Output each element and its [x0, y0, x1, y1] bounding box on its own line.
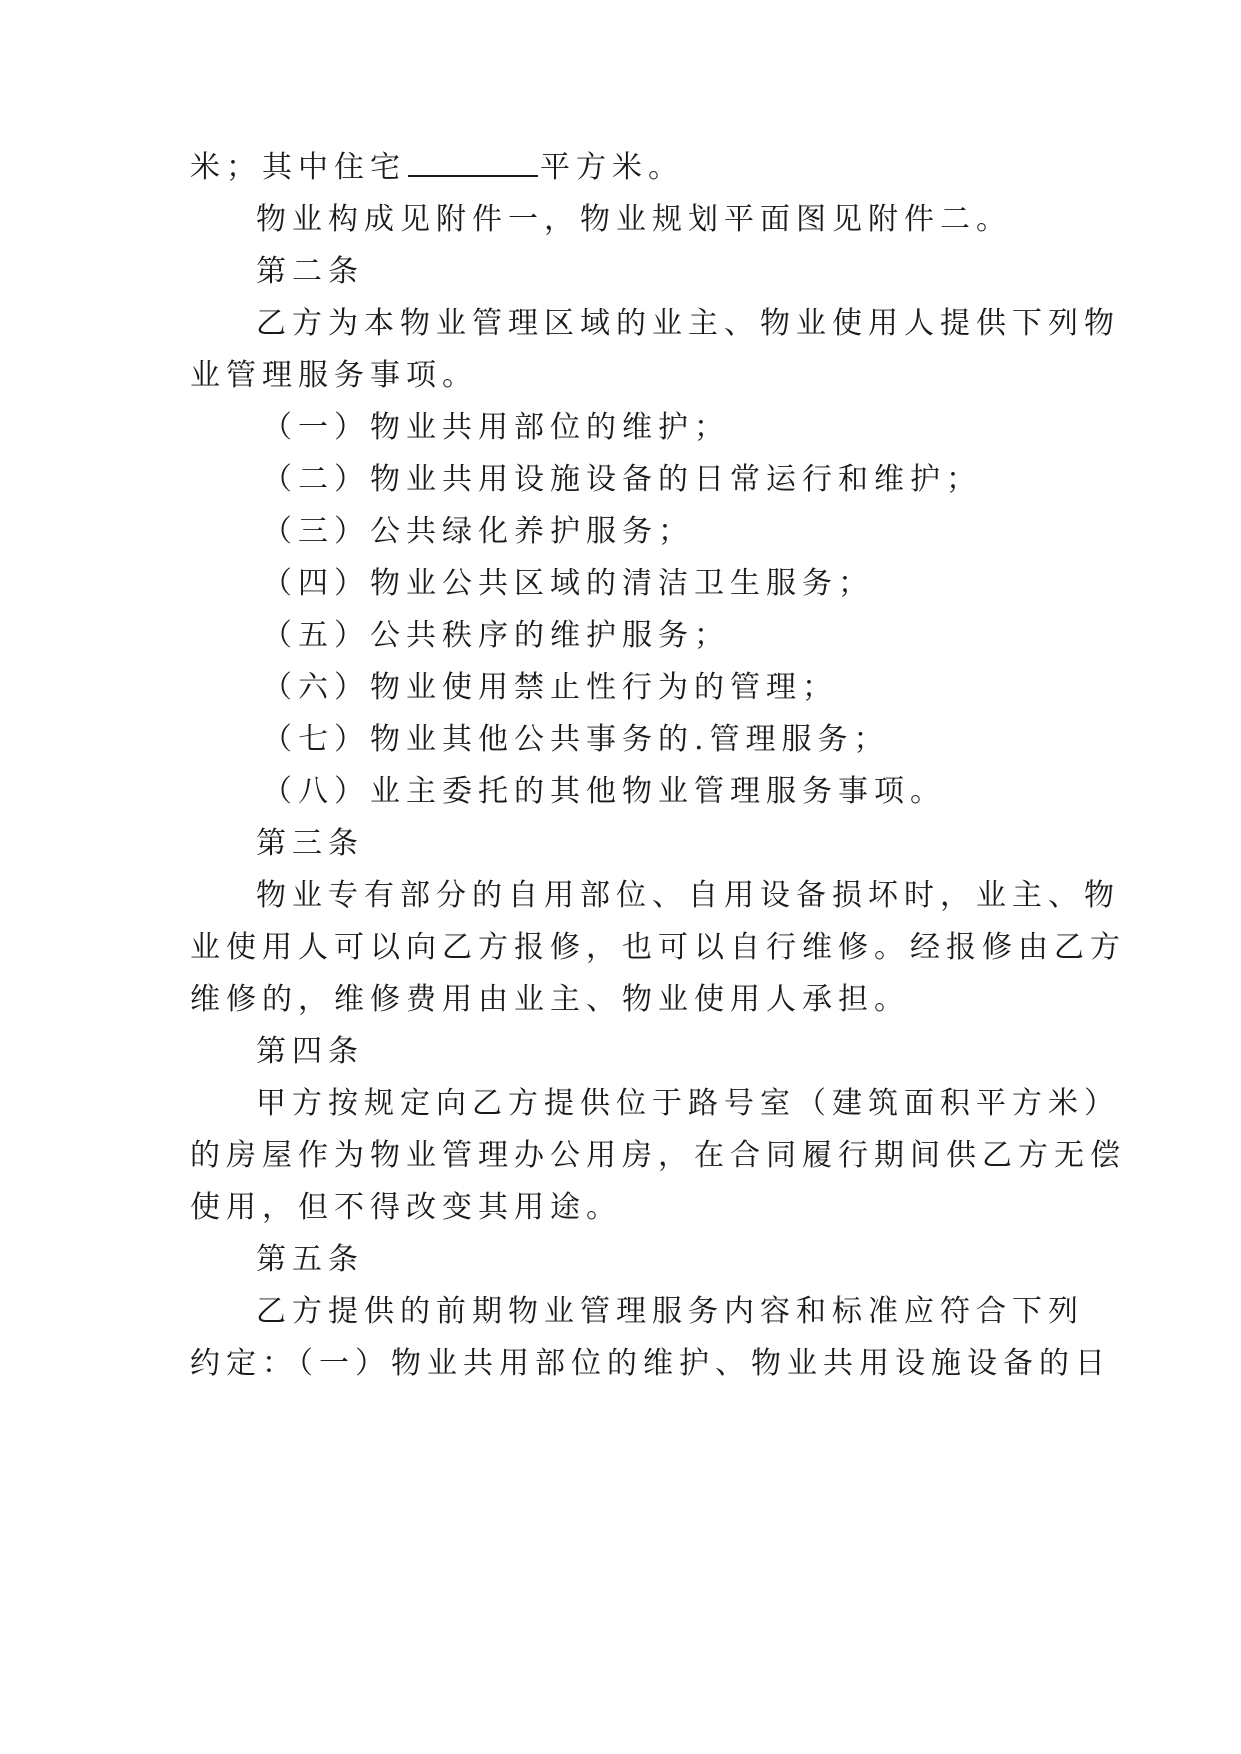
paragraph-line: 维修的，维修费用由业主、物业使用人承担。 [190, 982, 910, 1017]
list-item: （三）公共绿化养护服务； [262, 514, 694, 549]
article-heading: 第四条 [256, 1034, 364, 1069]
paragraph-line: 使用，但不得改变其用途。 [190, 1190, 622, 1225]
article-heading: 第二条 [256, 254, 364, 289]
article-heading: 第三条 [256, 826, 364, 861]
paragraph-line: 业使用人可以向乙方报修，也可以自行维修。经报修由乙方 [190, 930, 1126, 965]
article-heading: 第五条 [256, 1242, 364, 1277]
list-item: （七）物业其他公共事务的.管理服务； [262, 722, 890, 757]
list-item: （四）物业公共区域的清洁卫生服务； [262, 566, 874, 601]
line-text: 米；其中住宅 [190, 150, 406, 185]
paragraph-line: 的房屋作为物业管理办公用房，在合同履行期间供乙方无偿 [190, 1138, 1126, 1173]
paragraph-line [190, 148, 1070, 188]
list-item: （二）物业共用设施设备的日常运行和维护； [262, 462, 982, 497]
paragraph-line: 业管理服务事项。 [190, 358, 478, 393]
paragraph-line: 乙方提供的前期物业管理服务内容和标准应符合下列 [256, 1294, 1084, 1329]
fill-in-blank [408, 171, 538, 177]
list-item: （六）物业使用禁止性行为的管理； [262, 670, 838, 705]
paragraph-line: 物业构成见附件一，物业规划平面图见附件二。 [256, 202, 1012, 237]
paragraph-line: 甲方按规定向乙方提供位于路号室（建筑面积平方米） [256, 1086, 1120, 1121]
paragraph-line: 乙方为本物业管理区域的业主、物业使用人提供下列物 [256, 306, 1120, 341]
list-item: （一）物业共用部位的维护； [262, 410, 730, 445]
line-text: 平方米。 [540, 150, 684, 185]
list-item: （八）业主委托的其他物业管理服务事项。 [262, 774, 946, 809]
paragraph-line: 约定：（一）物业共用部位的维护、物业共用设施设备的日 [190, 1346, 1111, 1381]
paragraph-line: 物业专有部分的自用部位、自用设备损坏时，业主、物 [256, 878, 1120, 913]
list-item: （五）公共秩序的维护服务； [262, 618, 730, 653]
